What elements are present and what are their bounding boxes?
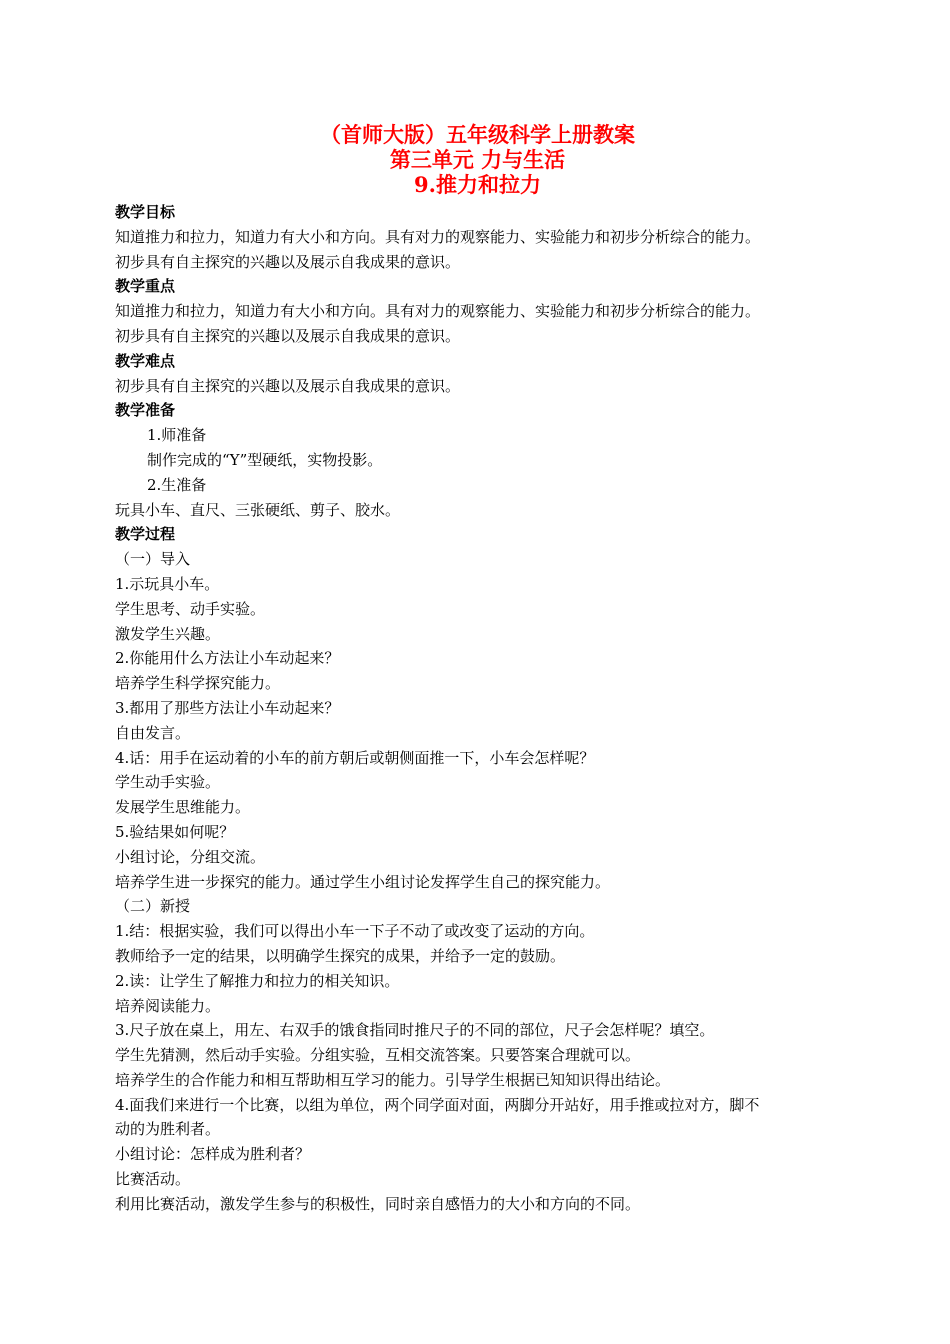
document-page — [115, 122, 840, 1217]
process-line: 小组讨论，分组交流。 — [115, 847, 266, 866]
process-line: 教师给予一定的结果，以明确学生探究的成果，并给予一定的鼓励。 — [115, 946, 566, 965]
student-prep-label: 2.生准备 — [147, 475, 207, 494]
section-key-points — [115, 274, 840, 348]
process-line: 激发学生兴趣。 — [115, 624, 221, 643]
process-line: 1.结：根据实验，我们可以得出小车一下子不动了或改变了运动的方向。 — [115, 922, 595, 941]
section-process — [115, 522, 840, 1216]
paragraph-line: 初步具有自主探究的兴趣以及展示自我成果的意识。 — [115, 326, 461, 345]
process-line: 5.验结果如何呢？ — [115, 822, 235, 841]
process-line: 比赛活动。 — [115, 1170, 191, 1189]
process-line: 动的为胜利者。 — [115, 1120, 221, 1139]
section-heading: 教学难点 — [115, 351, 176, 370]
document-title — [115, 122, 840, 197]
paragraph-line: 知道推力和拉力，知道力有大小和方向。具有对力的观察能力、实验能力和初步分析综合的能力。 — [115, 302, 761, 321]
title-line-3: 9.推力和拉力 — [414, 172, 541, 197]
section-preparation — [115, 398, 840, 522]
process-line: 小组讨论：怎样成为胜利者？ — [115, 1145, 311, 1164]
process-line: 学生先猜测，然后动手实验。分组实验，互相交流答案。只要答案合理就可以。 — [115, 1046, 641, 1065]
process-line: 培养学生的合作能力和相互帮助相互学习的能力。引导学生根据已知知识得出结论。 — [115, 1070, 671, 1089]
process-line: 学生动手实验。 — [115, 773, 221, 792]
student-prep-items: 玩具小车、直尺、三张硬纸、剪子、胶水。 — [115, 500, 401, 519]
process-line: 学生思考、动手实验。 — [115, 599, 266, 618]
section-difficulties — [115, 349, 840, 399]
process-line: 培养学生科学探究能力。 — [115, 674, 281, 693]
paragraph-line: 初步具有自主探究的兴趣以及展示自我成果的意识。 — [115, 376, 461, 395]
process-line: 自由发言。 — [115, 723, 191, 742]
section-objectives — [115, 200, 840, 274]
process-line: 培养阅读能力。 — [115, 996, 221, 1015]
process-line: 3.都用了那些方法让小车动起来？ — [115, 698, 340, 717]
process-line: 2.读：让学生了解推力和拉力的相关知识。 — [115, 971, 400, 990]
process-line: 发展学生思维能力。 — [115, 798, 251, 817]
section-heading: 教学准备 — [115, 401, 176, 420]
process-line: 培养学生进一步探究的能力。通过学生小组讨论发挥学生自己的探究能力。 — [115, 872, 611, 891]
process-line: 3.尺子放在桌上，用左、右双手的饿食指同时推尺子的不同的部位，尺子会怎样呢？填空。 — [115, 1021, 715, 1040]
process-line: （一）导入 — [115, 550, 191, 569]
process-line: 1.示玩具小车。 — [115, 574, 220, 593]
process-line: 4.面我们来进行一个比赛，以组为单位，两个同学面对面，两脚分开站好，用手推或拉对方，脚不 — [115, 1095, 760, 1114]
paragraph-line: 初步具有自主探究的兴趣以及展示自我成果的意识。 — [115, 252, 461, 271]
process-line: （二）新授 — [115, 897, 191, 916]
process-line: 4.话：用手在运动着的小车的前方朝后或朝侧面推一下，小车会怎样呢？ — [115, 748, 595, 767]
paragraph-line: 知道推力和拉力，知道力有大小和方向。具有对力的观察能力、实验能力和初步分析综合的能力。 — [115, 227, 761, 246]
teacher-prep-items: 制作完成的“Y”型硬纸，实物投影。 — [147, 450, 383, 469]
section-heading: 教学目标 — [115, 203, 176, 221]
title-line-2: 第三单元 力与生活 — [389, 147, 566, 172]
teacher-prep-label: 1.师准备 — [147, 426, 207, 445]
process-line: 2.你能用什么方法让小车动起来？ — [115, 649, 340, 668]
title-line-1: （首师大版）五年级科学上册教案 — [320, 122, 635, 147]
process-line: 利用比赛活动，激发学生参与的积极性，同时亲自感悟力的大小和方向的不同。 — [115, 1194, 641, 1213]
section-heading: 教学重点 — [115, 277, 176, 296]
section-heading: 教学过程 — [115, 525, 176, 544]
